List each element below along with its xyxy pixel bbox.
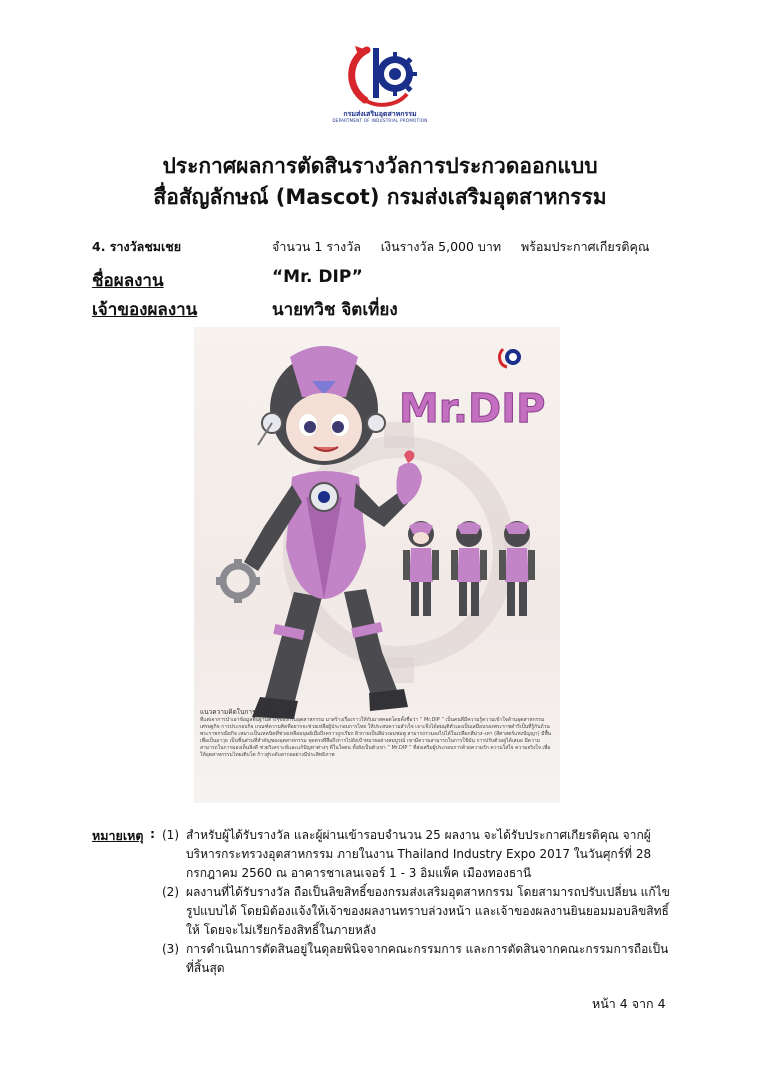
note-text: ผลงานที่ได้รับรางวัล ถือเป็นลิขสิทธิ์ของกรมส่งเสริมอุตสาหกรรม โดยสามารถปรับเปลี่ยน แก้ไขรูปแบบได้ โดยมิต้องแจ้งให้เจ้าของผลงานทราบล่วงหน้า และเจ้าของผลงานยินยอมมอบลิขสิทธิ์ให้ โดยจะไม่เรียกร้องสิทธิ์ในภายหลัง: [186, 885, 670, 937]
note-number: (3): [162, 942, 179, 956]
award-detail: จำนวน 1 รางวัล เงินรางวัล 5,000 บาท พร้อมประกาศเกียรติคุณ: [272, 239, 650, 254]
page-title-line-1: ประกาศผลการตัดสินรางวัลการประกวดออกแบบ: [162, 154, 598, 178]
poster-logo-icon: [500, 349, 521, 367]
notes-colon: :: [150, 826, 155, 841]
poster-brand-text: Mr.DIP: [399, 386, 546, 432]
owner-value: นายทวิช จิตเที่ยง: [272, 300, 398, 320]
dept-name-en: DEPARTMENT OF INDUSTRIAL PROMOTION: [332, 118, 428, 123]
note-number: (1): [162, 828, 179, 842]
notes-label: หมายเหตุ: [92, 828, 144, 843]
note-text: สำหรับผู้ได้รับรางวัล และผู้ผ่านเข้ารอบจำนวน 25 ผลงาน จะได้รับประกาศเกียรติคุณ จากผู้บริหารกระทรวงอุตสาหกรรม ภายในงาน Thailand Industry Expo 2017 ในวันศุกร์ที่ 28 กรกฎาคม 2560 ณ อาคารชาเลนเจอร์ 1 - 3 อิมแพ็ค เมืองทองธานี: [186, 828, 652, 880]
poster-desc-text: ที่แต่เจาการนำเอาข้อมูลพื้นฐานต่างๆของกรมอุตสาหกรรม มาสร้างเรื่องราวให้กับมาสคอตโดยตั้งชื่อว่า “ Mr.DIP ” เป็นคนที่มีความรู้ความเข้าใจด้านอุตสาหกรรม เศรษฐกิจ การประกอบกิจ เกณฑ์ความคิดที่อยากจะช่วยเหลือผู้ประกอบการไทย ให้ประสบความสำเร็จ เจาะจึงได้สมมุติตัวเองเป็นเสมือนรองพระราชดำริเป็นที่รู้กันถ้วนพระราชกรณียกิจ เหมาะเป็นเทคนิคที่ช่วยเหลือมนุษย์เมื่อถึงคราวถูกเรียก ผิวกายเป็นสีม่วงอมชมพู สามารถรวมลงไปได้ในเปลือกสีม่วง–เทา (สีศาสตร์แห่งปัญญา) มีพื้นเพื่อเป็นอาวุธ เป็นชิ้นส่วนที่สำคัญของอุตสาหกรรม จุดตรงที่สื่อถึงการไปยังเป้าหมายอย่างสมบูรณ์ เขามีความสามารถในการใช้มัน การปรับตัวอยู่ได้เสมอ มีความสามารถในการมองเห็นสิ่งดี ช่วยวิเคราะห์และแก้ปัญหาต่างๆ ที่ในใจตน ทั้งยังเป็นตัวเขา “ Mr.DIP ” ที่ส่งเสริมผู้ประกอบการด้วยความรัก ความใส่ใจ ความจริงใจ เพื่อให้อุตสาหกรรมไทยเติบโต ก้าวสู่ระดับสากลอย่างมีประสิทธิภาพ: [200, 717, 552, 758]
note-text: การดำเนินการตัดสินอยู่ในดุลยพินิจจากคณะกรรมการ และการตัดสินจากคณะกรรมการถือเป็นที่สิ้นสุด: [186, 942, 669, 975]
work-name-value: “Mr. DIP”: [272, 267, 363, 287]
mascot-turnaround-views: [403, 521, 535, 616]
award-label: 4. รางวัลชมเชย: [92, 239, 182, 254]
work-name-label: ชื่อผลงาน: [92, 271, 164, 291]
page-title-line-2: สื่อสัญลักษณ์ (Mascot) กรมส่งเสริมอุตสาหกรรม: [153, 185, 607, 209]
owner-label: เจ้าของผลงาน: [92, 300, 198, 320]
page-number: หน้า 4 จาก 4: [592, 996, 666, 1011]
note-number: (2): [162, 885, 179, 899]
poster-desc-title: แนวความคิดในการออกแบบ: [200, 708, 280, 716]
dept-name-th: กรมส่งเสริมอุตสาหกรรม: [343, 110, 417, 118]
